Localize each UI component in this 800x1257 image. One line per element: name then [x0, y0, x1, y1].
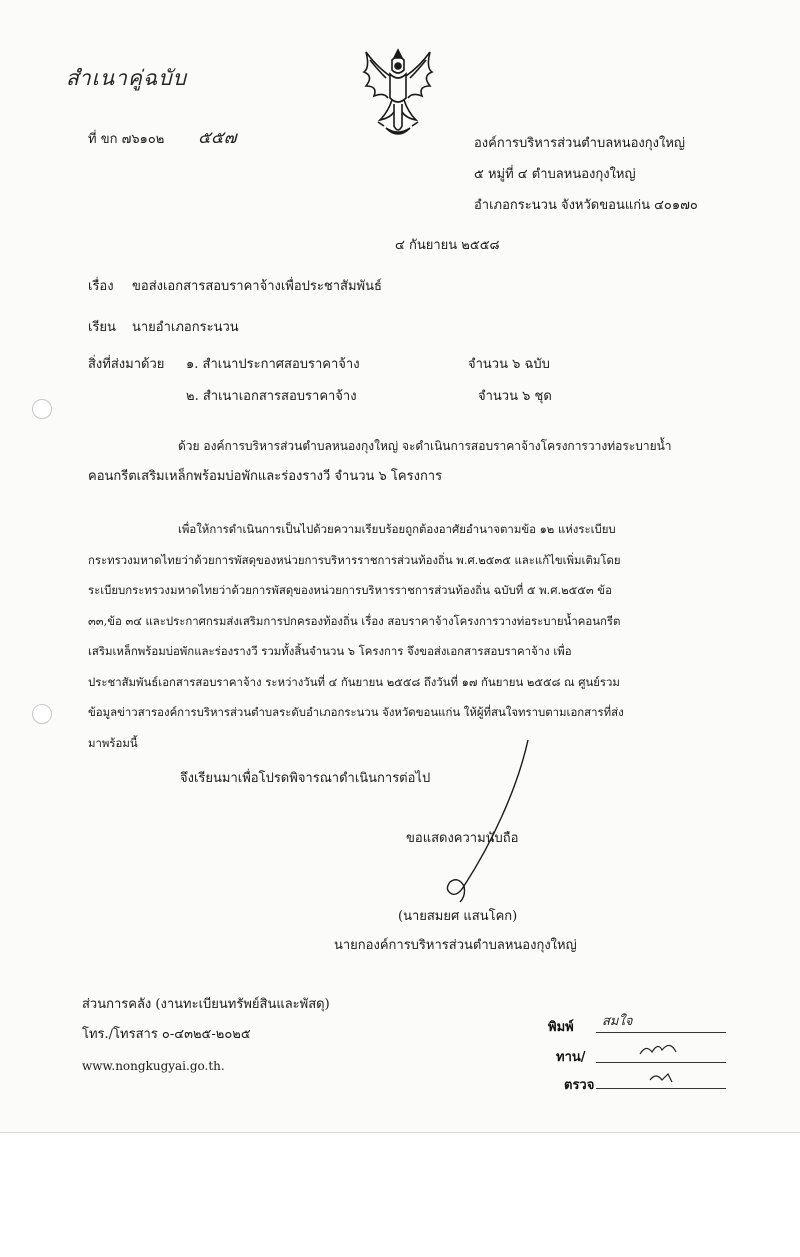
recipient-label: เรียน — [88, 320, 116, 335]
paragraph-line: เสริมเหล็กพร้อมบ่อพักและร่องรางวี รวมทั้งสิ้นจำนวน ๖ โครงการ จึงขอส่งเอกสารสอบราคาจ้าง เพื่อ — [88, 644, 572, 658]
approval-initials: สมใจ — [602, 1014, 633, 1029]
footer-phone: โทร./โทรสาร ๐-๔๓๒๕-๒๐๒๕ — [82, 1027, 251, 1042]
approval-label: พิมพ์ — [548, 1020, 574, 1035]
body-paragraph-2 — [88, 514, 758, 758]
signature — [430, 736, 540, 906]
approval-mark — [636, 1038, 686, 1060]
footer-department: ส่วนการคลัง (งานทะเบียนทรัพย์สินและพัสดุ) — [82, 997, 330, 1012]
approval-line — [596, 1062, 726, 1063]
punch-hole — [32, 399, 52, 419]
paragraph-line: ระเบียบกระทรวงมหาดไทยว่าด้วยการพัสดุของหน่วยการบริหารราชการส่วนท้องถิ่น ฉบับที่ ๕ พ.ศ.๒๕๕๓ ข้อ — [88, 583, 612, 597]
letter-date: ๔ กันยายน ๒๕๕๘ — [395, 238, 500, 253]
paragraph-line: มาพร้อมนี้ — [88, 735, 138, 750]
org-name: องค์การบริหารส่วนตำบลหนองกุงใหญ่ — [474, 136, 685, 151]
enclosure-item: ๑. สำเนาประกาศสอบราคาจ้าง — [186, 357, 360, 372]
page-margin-below — [0, 1133, 800, 1257]
paragraph-line: ด้วย องค์การบริหารส่วนตำบลหนองกุงใหญ่ จะดำเนินการสอบราคาจ้างโครงการวางท่อระบายน้ำ — [178, 439, 672, 453]
enclosure-quantity: จำนวน ๖ ชุด — [478, 389, 552, 404]
approval-mark — [644, 1066, 684, 1088]
paragraph-line: เพื่อให้การดำเนินการเป็นไปด้วยความเรียบร้อยถูกต้องอาศัยอำนาจตามข้อ ๑๒ แห่งระเบียบ — [178, 522, 616, 536]
approval-label: ตรวจ — [564, 1078, 595, 1093]
approval-line — [596, 1032, 726, 1033]
footer-website: www.nongkugyai.go.th. — [82, 1059, 225, 1073]
garuda-emblem — [360, 42, 436, 142]
approval-label: ทาน/ — [556, 1050, 586, 1065]
paragraph-line: ๓๓,ข้อ ๓๔ และประกาศกรมส่งเสริมการปกครองท้องถิ่น เรื่อง สอบราคาจ้างโครงการวางท่อระบายน้ำคอนกรีต — [88, 613, 621, 628]
recipient-text: นายอำเภอกระนวน — [132, 320, 239, 335]
paragraph-line: ประชาสัมพันธ์เอกสารสอบราคาจ้าง ระหว่างวันที่ ๔ กันยายน ๒๕๕๘ ถึงวันที่ ๑๗ กันยายน ๒๕๕๘ ณ ศูนย์รวม — [88, 674, 620, 689]
punch-hole — [32, 704, 52, 724]
reference-number-handwritten: ๕๕๗ — [198, 128, 237, 148]
enclosures-label: สิ่งที่ส่งมาด้วย — [88, 357, 165, 372]
signer-title: นายกองค์การบริหารส่วนตำบลหนองกุงใหญ่ — [334, 938, 577, 953]
approval-line — [596, 1088, 726, 1089]
subject-label: เรื่อง — [88, 279, 114, 294]
subject-text: ขอส่งเอกสารสอบราคาจ้างเพื่อประชาสัมพันธ์ — [132, 279, 382, 294]
closing-request: จึงเรียนมาเพื่อโปรดพิจารณาดำเนินการต่อไป — [180, 771, 431, 786]
closing-phrase: ขอแสดงความนับถือ — [406, 831, 519, 846]
org-address-line: อำเภอกระนวน จังหวัดขอนแก่น ๔๐๑๗๐ — [474, 198, 698, 213]
enclosure-quantity: จำนวน ๖ ฉบับ — [468, 357, 550, 372]
copy-stamp: สำเนาคู่ฉบับ — [66, 66, 187, 90]
body-paragraph-1 — [88, 431, 758, 492]
paragraph-line: คอนกรีตเสริมเหล็กพร้อมบ่อพักและร่องรางวี จำนวน ๖ โครงการ — [88, 468, 443, 484]
reference-number: ที่ ขก ๗๖๑๐๒ — [88, 132, 165, 147]
paragraph-line: กระทรวงมหาดไทยว่าด้วยการพัสดุของหน่วยการบริหารราชการส่วนท้องถิ่น พ.ศ.๒๕๓๕ และแก้ไขเพิ่มเติมโดย — [88, 552, 621, 567]
org-address-line: ๕ หมู่ที่ ๔ ตำบลหนองกุงใหญ่ — [474, 167, 636, 182]
paragraph-line: ข้อมูลข่าวสารองค์การบริหารส่วนตำบลระดับอำเภอกระนวน จังหวัดขอนแก่น ให้ผู้ที่สนใจทราบตามเอกสารที่ส่ง — [88, 705, 624, 719]
enclosure-item: ๒. สำเนาเอกสารสอบราคาจ้าง — [186, 389, 357, 404]
signer-name: (นายสมยศ แสนโคก) — [398, 909, 518, 924]
